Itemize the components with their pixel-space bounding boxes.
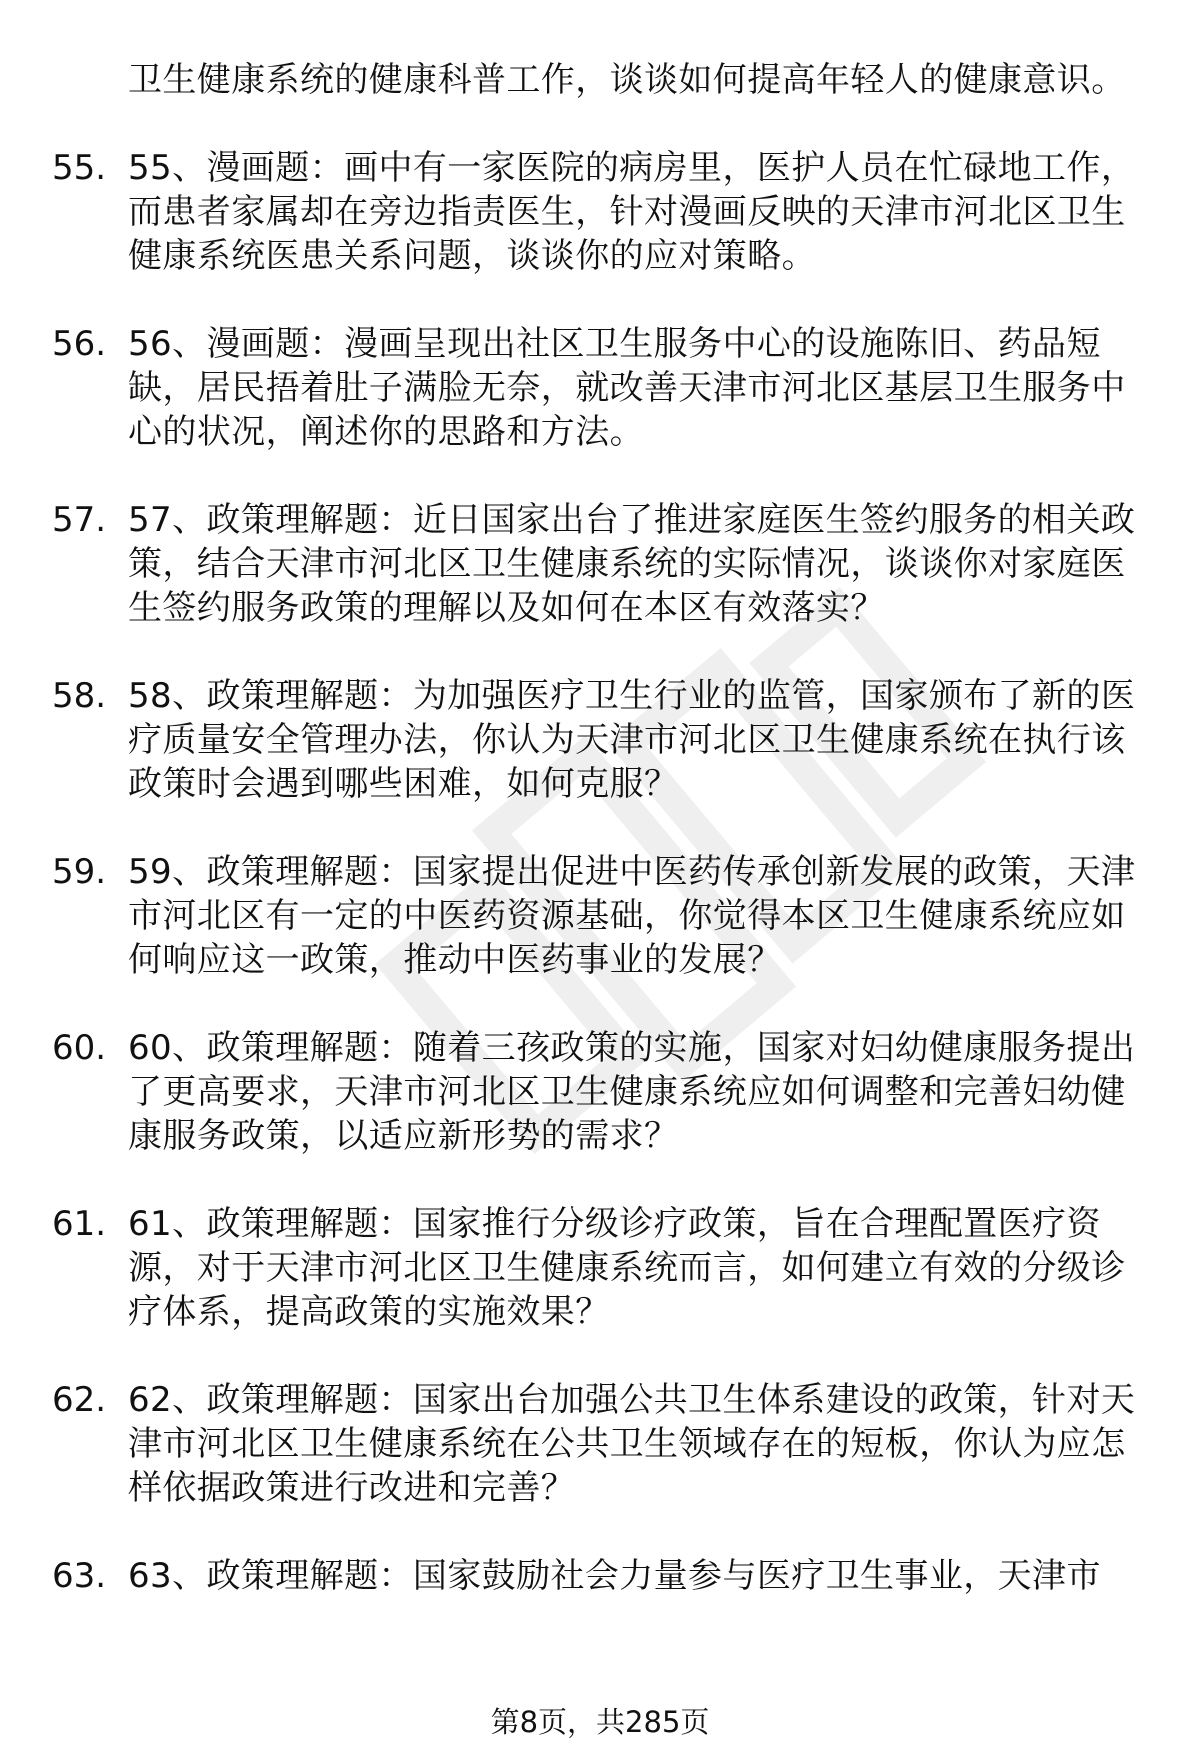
list-item	[0, 1202, 1200, 1334]
question-text: 60、政策理解题：随着三孩政策的实施，国家对妇幼健康服务提出了更高要求，天津市河北区卫生健康系统应如何调整和完善妇幼健康服务政策，以适应新形势的需求？	[128, 1028, 1136, 1156]
question-number: 58.	[52, 676, 107, 716]
question-number: 63.	[52, 1556, 107, 1596]
list-item	[0, 850, 1200, 982]
list-item	[0, 322, 1200, 454]
question-number: 59.	[52, 852, 107, 892]
question-number: 62.	[52, 1380, 107, 1420]
question-number: 57.	[52, 500, 107, 540]
question-number: 60.	[52, 1028, 107, 1068]
question-list	[0, 146, 1200, 1598]
list-item	[0, 1554, 1200, 1598]
page-footer: 第8页，共285页	[490, 1705, 710, 1739]
list-item	[0, 1026, 1200, 1158]
question-content	[0, 58, 1200, 1598]
question-text: 59、政策理解题：国家提出促进中医药传承创新发展的政策，天津市河北区有一定的中医药资源基础，你觉得本区卫生健康系统应如何响应这一政策，推动中医药事业的发展？	[128, 852, 1136, 980]
question-number: 61.	[52, 1204, 107, 1244]
intro-continuation: 卫生健康系统的健康科普工作，谈谈如何提高年轻人的健康意识。	[128, 60, 1126, 100]
question-number: 56.	[52, 324, 107, 364]
question-number: 55.	[52, 148, 107, 188]
question-text: 57、政策理解题：近日国家出台了推进家庭医生签约服务的相关政策，结合天津市河北区卫生健康系统的实际情况，谈谈你对家庭医生签约服务政策的理解以及如何在本区有效落实？	[128, 500, 1136, 628]
list-item	[0, 498, 1200, 630]
list-item	[0, 1378, 1200, 1510]
question-text: 58、政策理解题：为加强医疗卫生行业的监管，国家颁布了新的医疗质量安全管理办法，你认为天津市河北区卫生健康系统在执行该政策时会遇到哪些困难，如何克服？	[128, 676, 1136, 804]
question-text: 56、漫画题：漫画呈现出社区卫生服务中心的设施陈旧、药品短缺，居民捂着肚子满脸无奈，就改善天津市河北区基层卫生服务中心的状况，阐述你的思路和方法。	[128, 324, 1126, 452]
question-text: 62、政策理解题：国家出台加强公共卫生体系建设的政策，针对天津市河北区卫生健康系统在公共卫生领域存在的短板，你认为应怎样依据政策进行改进和完善？	[128, 1380, 1136, 1508]
question-text: 55、漫画题：画中有一家医院的病房里，医护人员在忙碌地工作，而患者家属却在旁边指责医生，针对漫画反映的天津市河北区卫生健康系统医患关系问题，谈谈你的应对策略。	[128, 148, 1136, 276]
list-item	[0, 674, 1200, 806]
question-text: 61、政策理解题：国家推行分级诊疗政策，旨在合理配置医疗资源，对于天津市河北区卫生健康系统而言，如何建立有效的分级诊疗体系，提高政策的实施效果？	[128, 1204, 1126, 1332]
question-text: 63、政策理解题：国家鼓励社会力量参与医疗卫生事业，天津市	[128, 1556, 1101, 1596]
list-item	[0, 146, 1200, 278]
